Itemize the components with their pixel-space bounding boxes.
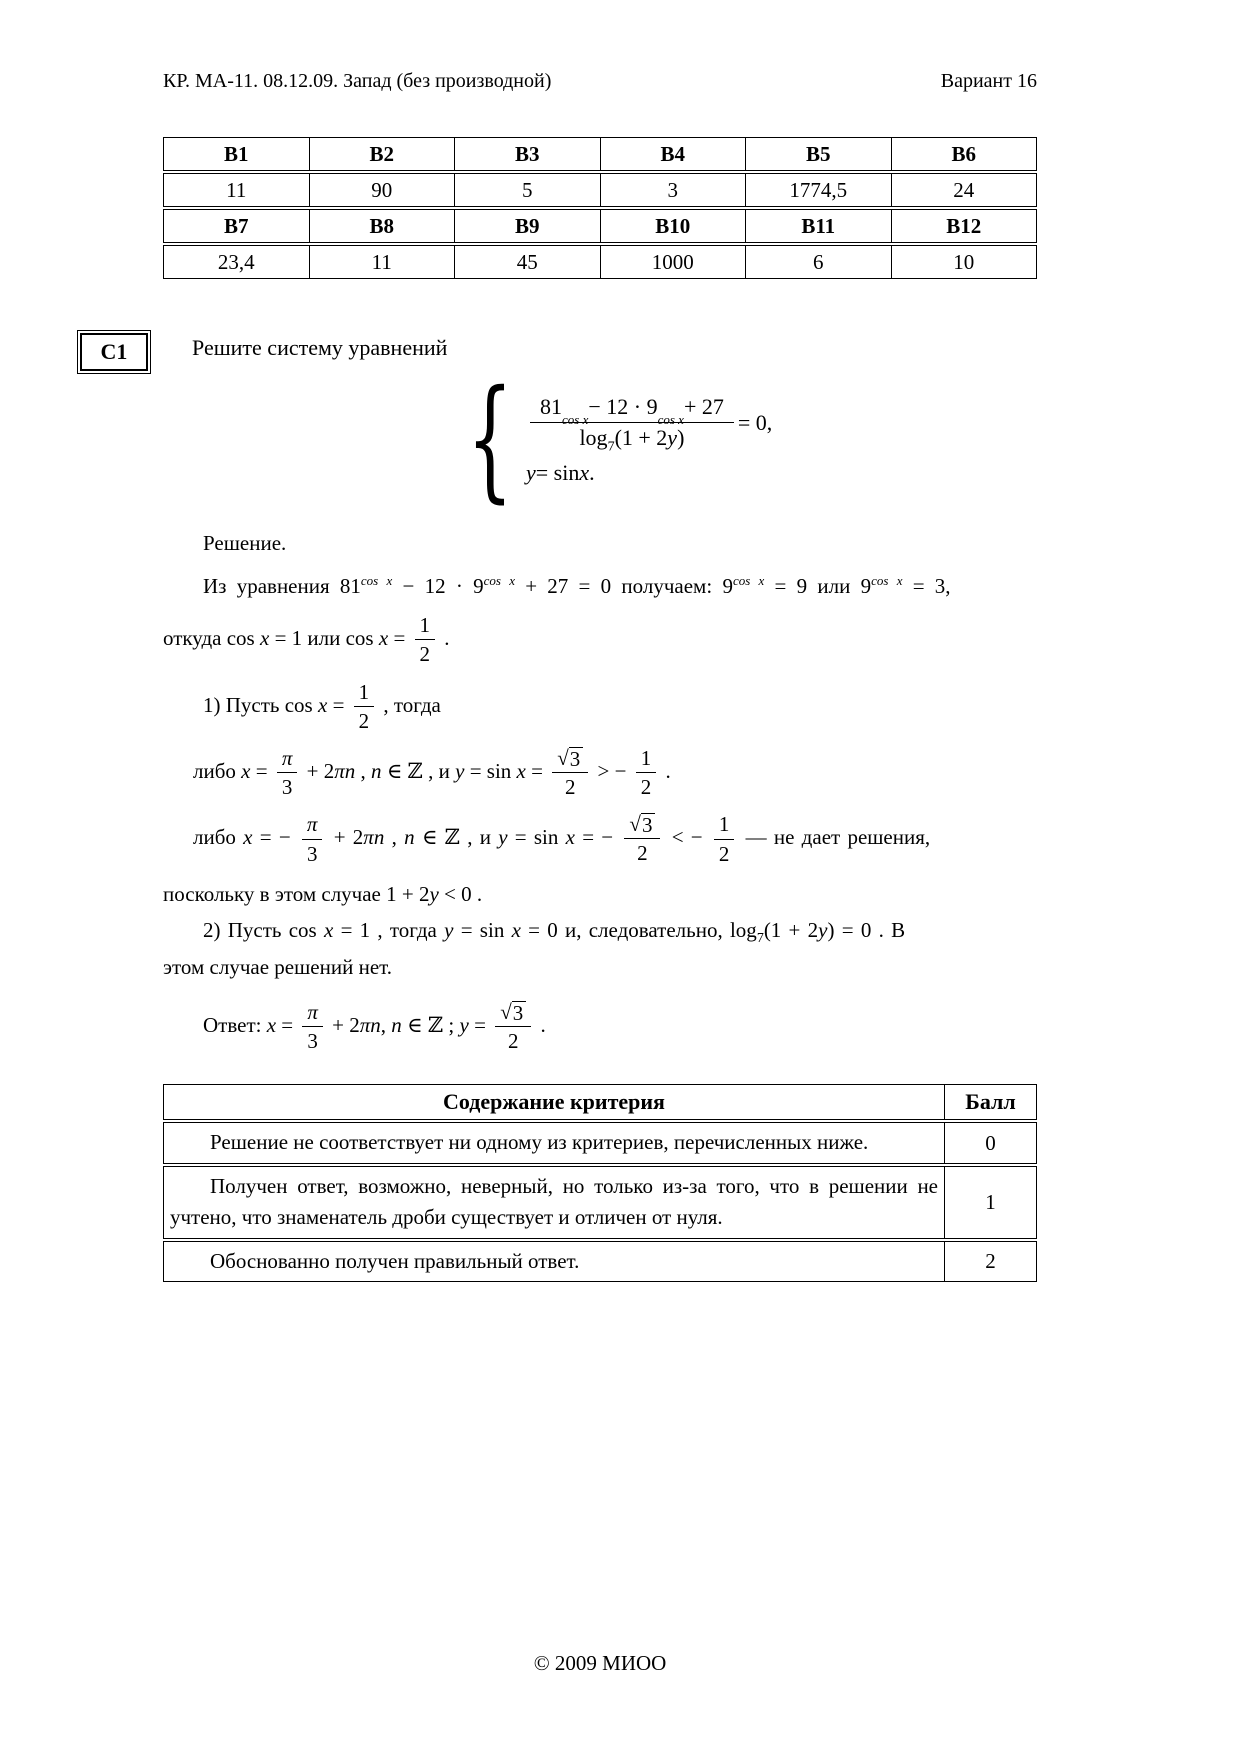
answer-value-cell: 24 — [891, 172, 1037, 208]
solution-line-7: 2) Пусть cos x = 1 , тогда y = sin x = 0 и, следовательно, $\log_7(1 + 2y) = 0$ . В — [203, 918, 906, 947]
criteria-score-cell: 2 — [945, 1240, 1037, 1282]
table-row — [164, 1240, 1037, 1282]
answer-line: Ответ: x = $\frac{\pi}{3}$ + 2πn, n ∈ ℤ ; y = √ 3 2 . — [203, 999, 546, 1054]
criteria-score-cell: 1 — [945, 1165, 1037, 1240]
problem-title: Решите систему уравнений — [192, 335, 448, 360]
answer-value-cell: 10 — [891, 244, 1037, 279]
solution-line-3: 1) Пусть cos x = $\frac{1}{2}$ , тогда — [203, 679, 441, 733]
solution-line-6: поскольку в этом случае 1 + 2y < 0 . — [163, 881, 483, 906]
answer-value-cell: 3 — [600, 172, 746, 208]
criteria-table — [163, 1084, 1037, 1282]
system-equations — [526, 390, 772, 490]
answer-header-cell: В3 — [455, 138, 601, 173]
answer-value-cell: 11 — [309, 244, 455, 279]
equation-system — [448, 362, 1037, 516]
answer-value-cell: 6 — [746, 244, 892, 279]
answer-header-cell: В11 — [746, 208, 892, 244]
table-row — [164, 138, 1037, 173]
solution-line-4: либо x = $\frac{\pi}{3}$ + 2πn , n ∈ ℤ , и y = sin x = √ 3 2 > − $\frac{1}{2}$ . — [193, 745, 671, 800]
table-row — [164, 1165, 1037, 1240]
page-header — [163, 70, 1037, 93]
criteria-text-cell: Обоснованно получен правильный ответ. — [164, 1240, 945, 1282]
criteria-text-cell: Решение не соответствует ни одному из критериев, перечисленных ниже. — [164, 1121, 945, 1165]
system-equation-1: 81 cos x − 12 · 9 cos x + 27 $\log_7(1 + 2y)$ = 0, — [526, 394, 772, 452]
solution-line-5: либо x = − $\frac{\pi}{3}$ + 2πn , n ∈ ℤ , и y = sin x = − √ 3 2 < − $\frac{1}{2}$ — не дает решения, — [193, 811, 931, 866]
solution-line-8: этом случае решений нет. — [163, 954, 392, 979]
header-variant: Вариант 16 — [940, 70, 1037, 92]
answer-value-cell: 23,4 — [164, 244, 310, 279]
table-row — [164, 208, 1037, 244]
answer-header-cell: В12 — [891, 208, 1037, 244]
answer-header-cell: В4 — [600, 138, 746, 173]
copyright-footer: © 2009 МИОО — [533, 1651, 667, 1675]
answer-header-cell: В6 — [891, 138, 1037, 173]
table-row — [164, 244, 1037, 279]
problem-header — [80, 331, 1037, 371]
table-row — [164, 1085, 1037, 1122]
answer-header-cell: В9 — [455, 208, 601, 244]
answer-header-cell: В7 — [164, 208, 310, 244]
answers-table — [163, 137, 1037, 279]
system-brace-icon: { — [466, 362, 514, 516]
criteria-header-cell: Содержание критерия — [164, 1085, 945, 1122]
answer-header-cell: В5 — [746, 138, 892, 173]
criteria-score-cell: 0 — [945, 1121, 1037, 1165]
criteria-score-header-cell: Балл — [945, 1085, 1037, 1122]
solution-line-2: откуда cos x = 1 или cos x = $\frac{1}{2}$ . — [163, 613, 450, 667]
answer-value-cell: 90 — [309, 172, 455, 208]
answer-header-cell: В2 — [309, 138, 455, 173]
solution-heading: Решение. — [203, 531, 287, 556]
criteria-text-cell: Получен ответ, возможно, неверный, но только из-за того, что в решении не учтено, что знаменатель дроби существует и отличен от нуля. — [164, 1165, 945, 1240]
answer-value-cell: 1000 — [600, 244, 746, 279]
answer-value-cell: 45 — [455, 244, 601, 279]
answer-value-cell: 1774,5 — [746, 172, 892, 208]
system-equation-2: y = sin x . — [525, 459, 595, 485]
table-row — [164, 1121, 1037, 1165]
answer-value-cell: 11 — [164, 172, 310, 208]
solution-line-1: Из уравнения $81^{cos x} - 12 \cdot 9^{cos x} + 27 = 0$ получаем: $9^{cos x} = 9$ или $9^{cos x} = 3$, — [203, 572, 951, 598]
answer-header-cell: В1 — [164, 138, 310, 173]
answer-header-cell: В8 — [309, 208, 455, 244]
answer-header-cell: В10 — [600, 208, 746, 244]
table-row — [164, 172, 1037, 208]
header-title: КР. МА-11. 08.12.09. Запад (без производной) — [163, 70, 552, 92]
problem-label-box: С1 — [80, 333, 148, 371]
answer-value-cell: 5 — [455, 172, 601, 208]
